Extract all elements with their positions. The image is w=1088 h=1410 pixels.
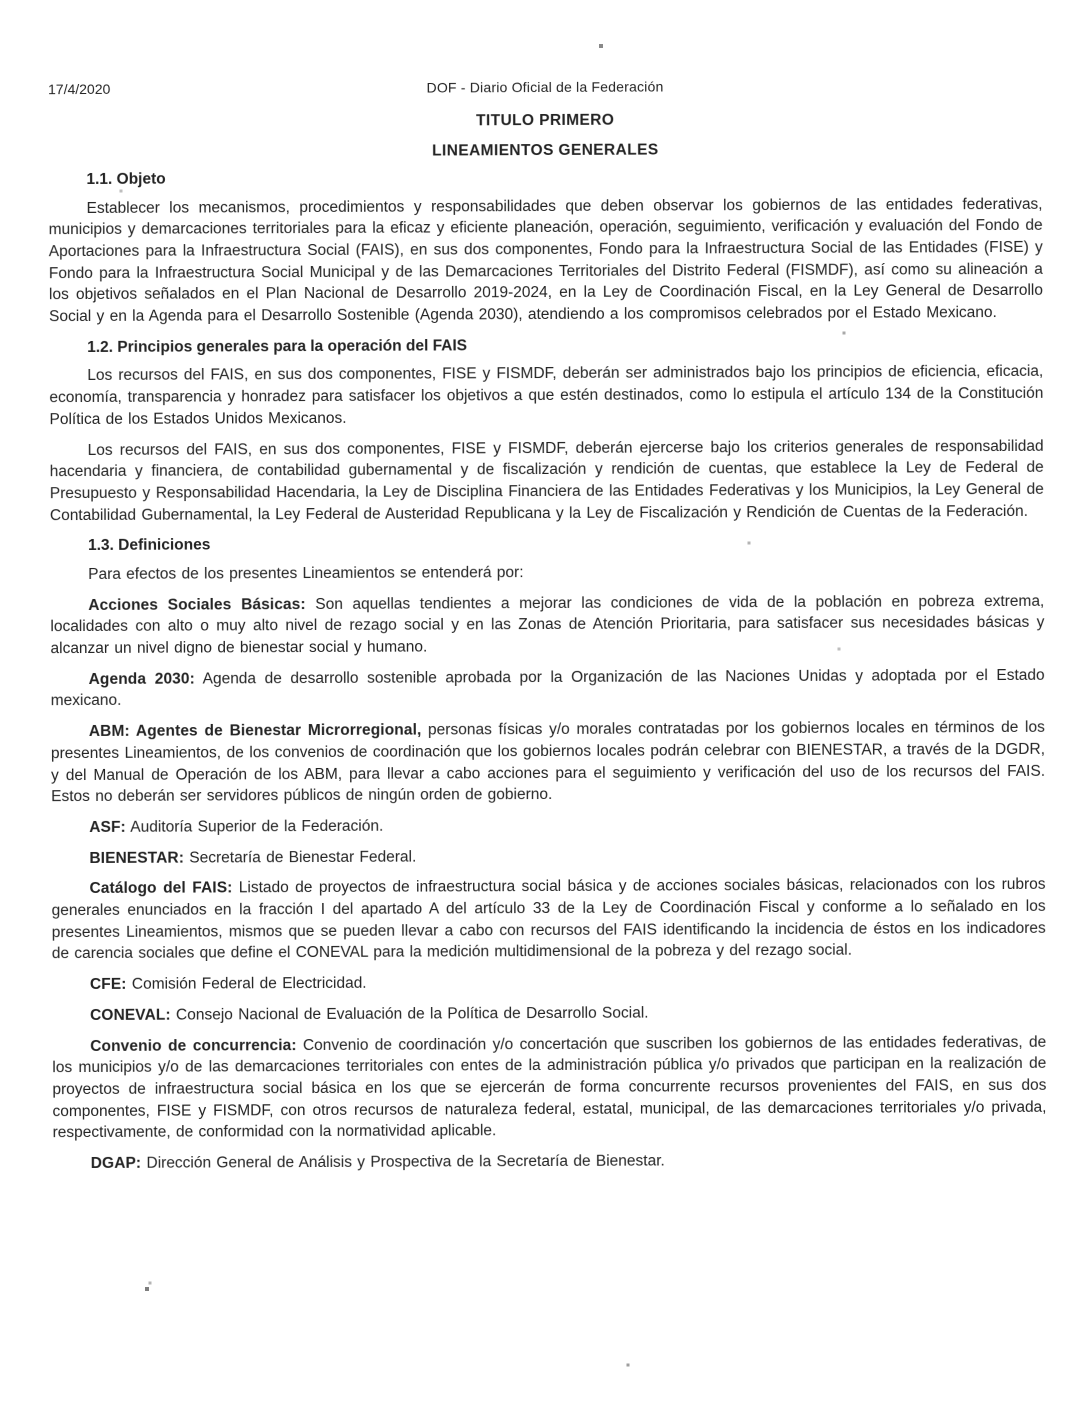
definition-term: DGAP: xyxy=(90,1154,142,1173)
definition-term: ABM: Agentes de Bienestar Microrregional, xyxy=(88,721,422,741)
definition-text: personas físicas y/o morales contratadas por los gobiernos locales en términos de los presentes Lineamientos, de los convenios de coordinación que los gobiernos locales podrán celebrar con BIENESTAR, a través de la DGDR, y del Manual de Operación de los ABM, para llevar a cabo acciones para el seguimiento y verificación del uso de los recursos del FAIS. Estos no deberán ser servidores públicos de ningún orden de gobierno. xyxy=(50,718,1046,806)
section-heading-definiciones: 1.3. Definiciones xyxy=(88,536,211,555)
section-heading-principios: 1.2. Principios generales para la operación del FAIS xyxy=(87,337,468,356)
definition-term: Catálogo del FAIS: xyxy=(89,879,233,898)
definition-text: Dirección General de Análisis y Prospectiva de la Secretaría de Bienestar. xyxy=(146,1152,665,1172)
definition-cfe xyxy=(52,970,1046,996)
scan-noise-speckles xyxy=(0,0,2,2)
definition-text: Comisión Federal de Electricidad. xyxy=(131,974,367,993)
paragraph-principios-2: Los recursos del FAIS, en sus dos componentes, FISE y FISMDF, deberán ejercerse bajo los criterios generales de responsabilidad hacendaria y financiera, de contabilidad gubernamental y de fiscalización y rendición de cuentas, que establece la Ley de Federal de Presupuesto y Responsabilidad Hacendaria, la Ley de Disciplina Financiera de las Entidades Federativas y los Municipios, la Ley General de Contabilidad Gubernamental, la Ley Federal de Austeridad Republicana y la Ley de Fiscalización y Rendición de Cuentas de la Federación. xyxy=(49,437,1044,524)
document-title: TITULO PRIMERO xyxy=(476,111,615,130)
paragraph-principios-1: Los recursos del FAIS, en sus dos componentes, FISE y FISMDF, deberán ser administrados bajo los principios de eficiencia, eficacia, economía, transparencia y honradez para satisfacer los objetivos a que estén destinados, como lo estipula el artículo 134 de la Constitución Política de los Estados Unidos Mexicanos. xyxy=(49,363,1044,428)
definition-term: CONEVAL: xyxy=(90,1006,171,1024)
definition-term: ASF: xyxy=(89,818,126,836)
paragraph-definiciones-intro: Para efectos de los presentes Lineamientos se entenderá por: xyxy=(88,564,524,583)
page-date: 17/4/2020 xyxy=(48,80,111,98)
definition-convenio-concurrencia xyxy=(52,1031,1046,1144)
section-heading-objeto: 1.1. Objeto xyxy=(86,170,166,189)
page-source-title: DOF - Diario Oficial de la Federación xyxy=(426,78,664,96)
definition-text: Consejo Nacional de Evaluación de la Política de Desarrollo Social. xyxy=(175,1004,649,1024)
definition-term: Acciones Sociales Básicas: xyxy=(88,595,306,614)
page-header-row xyxy=(48,74,1042,100)
definition-term: Convenio de concurrencia: xyxy=(90,1036,297,1055)
definition-text: Auditoría Superior de la Federación. xyxy=(130,817,384,836)
definition-bienestar xyxy=(51,843,1045,869)
definition-abm xyxy=(51,717,1045,808)
definition-dgap xyxy=(53,1149,1047,1175)
definition-acciones-sociales-basicas xyxy=(50,590,1044,659)
definition-term: CFE: xyxy=(89,976,127,994)
definition-text: Listado de proyectos de infraestructura social básica y de acciones sociales básicas, relacionados con los rubros generales enunciados en la fracción I del apartado A del artículo 33 de la Ley de Coordinación Fiscal y conforme a lo señalado en los presentes Lineamientos, mismos que se pueden llevar a cabo con recursos del FAIS identificando la incidencia de éstos en los indicadores de carencia sociales que define el CONEVAL para la medición multidimensional de la pobreza y del rezago social. xyxy=(51,876,1046,963)
definition-text: Agenda de desarrollo sostenible aprobada por la Organización de las Naciones Unidas y adoptada por el Estado mexicano. xyxy=(50,666,1045,710)
definition-coneval xyxy=(52,1001,1046,1027)
definition-agenda-2030 xyxy=(51,665,1045,713)
paragraph-objeto: Establecer los mecanismos, procedimientos y responsabilidades que deben observar los gobiernos de las entidades federativas, municipios y demarcaciones territoriales para la eficaz y eficiente planeación, operación, seguimiento, verificación y evaluación del Fondo de Aportaciones para la Infraestructura Social (FAIS), en sus dos componentes, Fondo para la Infraestructura Social de las Entidades (FISE) y Fondo para la Infraestructura Social Municipal y de las Demarcaciones Territoriales del Distrito Federal (FISMDF), así como su alineación a los objetivos señalados en el Plan Nacional de Desarrollo 2019-2024, en la Ley de Coordinación Fiscal, en la Ley General de Desarrollo Social y en la Agenda para el Desarrollo Sostenible (Agenda 2030), atendiendo a los compromisos celebrados por el Estado Mexicano. xyxy=(48,195,1043,326)
definition-term: Agenda 2030: xyxy=(88,670,195,688)
definition-asf xyxy=(51,813,1045,839)
definition-text: Secretaría de Bienestar Federal. xyxy=(189,848,417,867)
definition-catalogo-fais xyxy=(51,874,1045,965)
definition-text: Convenio de coordinación y/o concertación que suscriben los gobiernos de las entidades federativas, de los municipios y/o de las demarcaciones territoriales con entes de la administración pública y/o privados que participan en la realización de proyectos de infraestructura social básica en los que se ejercerán de forma concurrente recursos provenientes del FAIS, en sus dos componentes, FISE y FISMDF, con otros recursos de naturaleza federal, estatal, municipal, de las demarcaciones territoriales y/o privada, respectivamente, de conformidad con la normatividad aplicable. xyxy=(52,1033,1047,1142)
definition-text: Son aquellas tendientes a mejorar las condiciones de vida de la población en pobreza extrema, localidades con alto o muy alto nivel de rezago social y en las Zonas de Atención Prioritaria, para satisfacer sus necesidades básicas y alcanzar un nivel digno de bienestar social y humano. xyxy=(50,592,1045,658)
document-subtitle: LINEAMIENTOS GENERALES xyxy=(432,141,659,160)
document-content xyxy=(48,74,1047,1184)
definition-term: BIENESTAR: xyxy=(89,849,185,867)
